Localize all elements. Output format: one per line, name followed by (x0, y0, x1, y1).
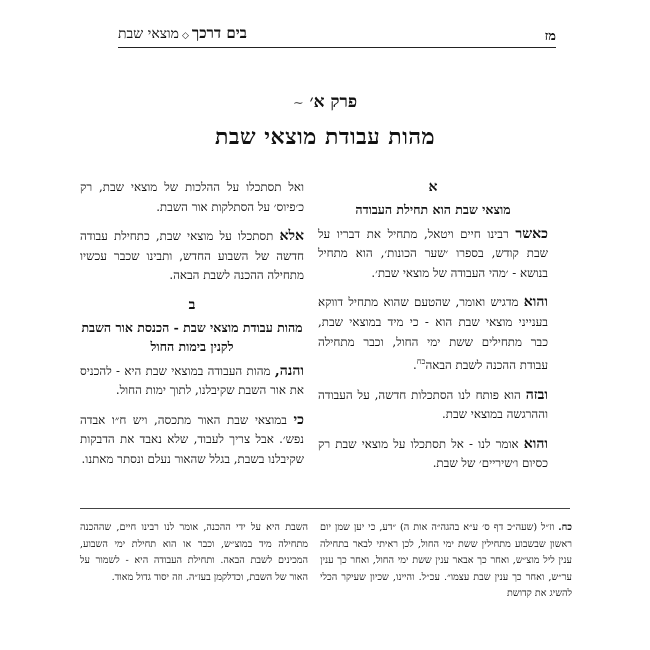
paragraph (318, 435, 548, 474)
paragraph (80, 362, 304, 401)
chapter-number: פרק א׳ (309, 92, 358, 112)
paragraph-text: תסתכלו על מוצאי שבת, כתחילת עבודה חדשה של השבוע החדש, ותבינו שכבר עכשיו מתחילה ההכנה לשבת הבאה. (80, 229, 304, 283)
running-title (118, 24, 247, 43)
diamond-separator-icon: ◇ (181, 31, 189, 41)
section-subhead: מוצאי שבת הוא תחילת העבודה (355, 201, 511, 217)
lead-word: אלא (279, 228, 304, 245)
page-number: מז (544, 29, 556, 44)
footnote-label: כח. (558, 522, 572, 533)
section-subhead: מהות עבודת מוצאי שבת - הכנסת אור השבת לקנין בימות החול (81, 319, 303, 354)
paragraph (318, 225, 548, 284)
paragraph-text: ואל תסתכלו על ההלכות של מוצאי שבת, רק כ׳פיוס׳ על הסתלקות אור השבת. (80, 180, 304, 214)
paragraph (318, 293, 548, 375)
section-letter-alef: א (428, 179, 438, 195)
paragraph-text: אומר לנו - אל תסתכלו על מוצאי שבת רק כסיום ו׳שיריים׳ של שבת. (318, 436, 548, 471)
paragraph-text: מהות העבודה במוצאי שבת היא - להכניס את אור השבת שקיבלנו, לתוך ימות החול. (80, 363, 304, 398)
left-column (80, 178, 304, 480)
paragraph-text: הוא פותח לנו הסתכלות חדשה, על העבודה וההרגשה במוצאי שבת. (318, 387, 548, 422)
chapter-label (0, 92, 650, 112)
section-letter-bet: ב (188, 296, 196, 313)
lead-word: כי (293, 411, 304, 428)
footnote-text: השבת היא על ידי ההכנה, אומר לנו רבינו חיים, שההכנה מתחילה מיד במוצ״ש, וכבר או הוא תחילת ימי השבוע, המכינים לשבת הבאה. ותחילת העבודה היא - לשמור על האור של השבת, וכדלקמן בעז״ה. וזה יסוד גדול מאוד. (80, 522, 308, 583)
footnote-text: וז״ל (שעה״כ דף ס׳ ע״א בהגה״ה אות ה) ״דע, כי יען שמן יום ראשון שבשבוע מתחילין ששת ימי החול, לכן ראיתי לבאר בתחילה ענין ליל מוצ״ש, ואחר כך אבאר ענין ששת ימי החול, ואחר כך ענין ער״ש, ואחר כך ענין שבת עצמו״. עכ״ל. והיינו, שכיון שעיקר הכלי להשיג את קדושת (320, 522, 572, 599)
paragraph (80, 178, 304, 217)
footnote-right (320, 520, 572, 603)
lead-word: ובזה (525, 386, 548, 403)
lead-word: כאשר (515, 225, 548, 242)
right-column (318, 178, 548, 484)
footnote-marker[interactable]: כח (416, 357, 426, 367)
chapter-title: מהות עבודת מוצאי שבת (214, 124, 436, 150)
lead-word: והוא (523, 435, 548, 452)
running-header (118, 12, 556, 48)
footnote-divider (80, 508, 570, 509)
footnote-left (80, 520, 308, 586)
running-title-section: מוצאי שבת (118, 26, 179, 42)
ornament-icon: ~ (292, 96, 304, 111)
running-title-book: בים דרכך (191, 24, 247, 42)
paragraph (80, 227, 304, 286)
paragraph-text: מדגיש ואומר, שהטעם שהוא מתחיל דווקא בענייני מוצאי שבת הוא - כי מיד במוצאי שבת, כבר מתחילים ששת ימי החול, וכבר מתחילה עבודת ההכנה לשבת הבאה (318, 295, 548, 373)
paragraph-text: רבינו חיים ויטאל, מתחיל את דבריו על שבת קודש, בספרו ׳שער הכונות׳, הוא מתחיל בנושא - ׳מהי העבודה של מוצאי שבת׳. (318, 226, 548, 280)
paragraph-end: . (413, 358, 417, 373)
lead-word: והוא (523, 294, 548, 311)
paragraph-text: במוצאי שבת האור מתכסה, ויש ח״ו אבדה נפש׳. אבל צריך לעבוד, שלא נאבד את הדבקות שקיבלנו בשבת, בגלל שהאור נעלם ונסתר מאתנו. (80, 412, 304, 466)
paragraph (318, 386, 548, 425)
lead-word: והנה, (274, 362, 304, 379)
paragraph (80, 411, 304, 470)
